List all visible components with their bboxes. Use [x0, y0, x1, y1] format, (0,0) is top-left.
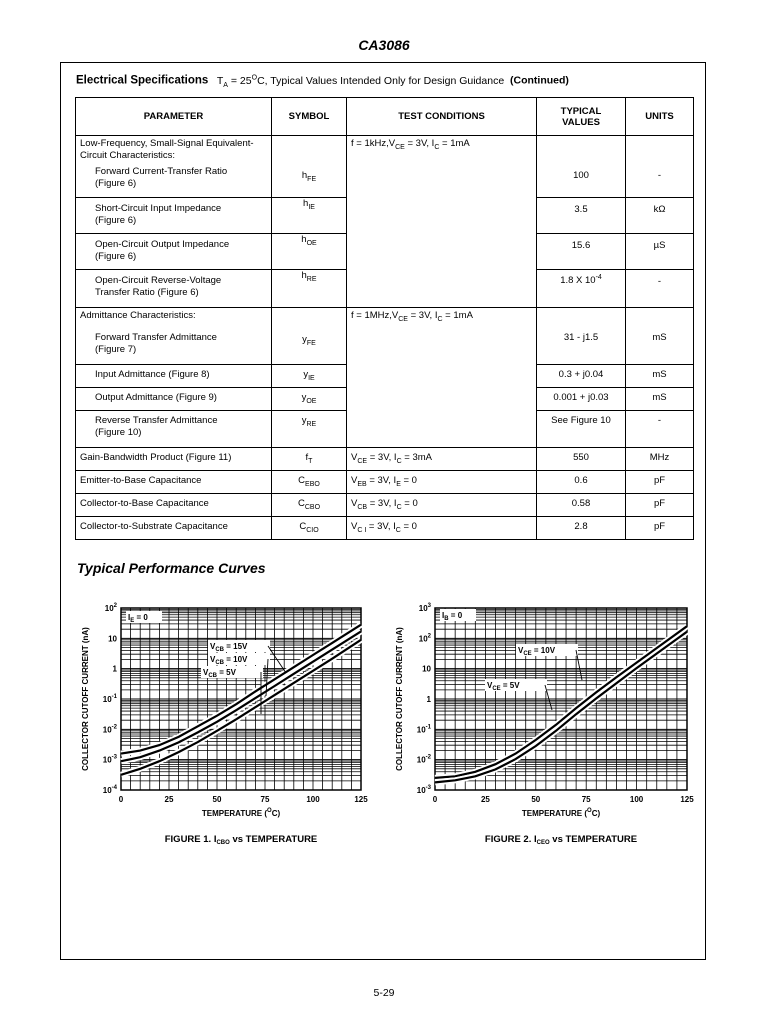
x-tick-label: 125	[680, 795, 694, 804]
value-cell: 100	[537, 136, 626, 198]
y-tick-label: $10^2$	[418, 633, 431, 644]
col-header-test-conditions: TEST CONDITIONS	[347, 98, 537, 136]
x-tick-label: 0	[118, 795, 124, 804]
value-cell: 550	[537, 448, 626, 471]
parameter-cell: Gain-Bandwidth Product (Figure 11)	[76, 448, 272, 471]
x-tick-label: 0	[432, 795, 438, 804]
unit-cell: pF	[626, 471, 694, 494]
chart-iceo-vs-temperature	[384, 596, 694, 856]
table-row	[76, 448, 694, 471]
table-row	[76, 308, 694, 365]
figure-caption: FIGURE 1. $I_{CBO}$ vs TEMPERATURE	[164, 834, 318, 846]
y-tick-label: 10	[108, 634, 117, 644]
test-conditions-cell: $V_{CB} = 3V$, $I_C = 0$	[347, 494, 537, 517]
x-tick-label: 25	[480, 795, 490, 804]
col-header-parameter: PARAMETER	[76, 98, 272, 136]
symbol-cell: $C_{CIO}$	[272, 517, 347, 540]
parameter-cell: Open-Circuit Output Impedance (Figure 6)	[76, 234, 272, 270]
value-cell: 0.001 + j0.03	[537, 388, 626, 411]
y-tick-label: $10^{-3}$	[102, 754, 117, 765]
test-conditions-cell: $f = 1MHz,V_{CE} = 3V$, $I_C = 1mA$	[347, 308, 537, 448]
spec-heading-title: Electrical Specifications	[76, 74, 209, 87]
parameter-cell: Collector-to-Substrate Capacitance	[76, 517, 272, 540]
table-header-row	[76, 98, 694, 136]
value-cell: 2.8	[537, 517, 626, 540]
table-row	[76, 136, 694, 198]
value-cell: 3.5	[537, 198, 626, 234]
y-axis-label: COLLECTOR CUTOFF CURRENT (nA)	[81, 627, 90, 771]
y-tick-label: $10^3$	[418, 603, 431, 613]
value-cell: 31 - j1.5	[537, 308, 626, 365]
y-tick-label: 1	[426, 695, 431, 704]
value-cell: 1.8 X $10^{-4}$	[537, 270, 626, 308]
unit-cell: mS	[626, 388, 694, 411]
col-header-typical-values: TYPICAL VALUES	[537, 98, 626, 136]
parameter-cell: Output Admittance (Figure 9)	[76, 388, 272, 411]
test-conditions-cell: $V_{C I} = 3V$, $I_C = 0$	[347, 517, 537, 540]
symbol-cell: $y_{FE}$	[272, 308, 347, 365]
symbol-cell: $C_{CBO}$	[272, 494, 347, 517]
symbol-cell: $y_{IE}$	[272, 365, 347, 388]
unit-cell: -	[626, 411, 694, 448]
col-header-units: UNITS	[626, 98, 694, 136]
value-cell: 0.6	[537, 471, 626, 494]
y-tick-label: $10^{-2}$	[102, 724, 117, 735]
table-row	[76, 517, 694, 540]
unit-cell: -	[626, 270, 694, 308]
y-tick-label: 1	[112, 664, 117, 674]
symbol-cell: $C_{EBO}$	[272, 471, 347, 494]
value-cell: See Figure 10	[537, 411, 626, 448]
unit-cell: pF	[626, 517, 694, 540]
series-label-10V: $V_{CE} = 10V$	[518, 646, 556, 657]
curves-section-title: Typical Performance Curves	[77, 560, 266, 576]
x-tick-label: 75	[581, 795, 591, 804]
parameter-cell: Collector-to-Base Capacitance	[76, 494, 272, 517]
unit-cell: -	[626, 136, 694, 198]
x-tick-label: 25	[164, 795, 174, 804]
parameter-cell: Short-Circuit Input Impedance (Figure 6)	[76, 198, 272, 234]
x-axis-label: TEMPERATURE ($^O$C)	[201, 808, 281, 818]
group-title: Admittance Characteristics: Forward Transfer Admittance (Figure 7)	[76, 308, 272, 365]
condition-label: $I_E = 0$	[128, 613, 148, 624]
spec-heading	[76, 74, 569, 89]
x-tick-label: 50	[212, 795, 222, 804]
condition-label: $I_B = 0$	[442, 611, 463, 622]
table-row	[76, 494, 694, 517]
x-tick-label: 75	[260, 795, 270, 804]
page-number: 5-29	[373, 987, 395, 999]
x-tick-label: 125	[354, 795, 368, 804]
y-tick-label: 10	[422, 664, 431, 674]
symbol-cell: $f_T$	[272, 448, 347, 471]
parameter-cell: Reverse Transfer Admittance (Figure 10)	[76, 411, 272, 448]
x-tick-label: 100	[306, 795, 320, 804]
unit-cell: kΩ	[626, 198, 694, 234]
test-conditions-cell: $V_{CE} = 3V$, $I_C = 3mA$	[347, 448, 537, 471]
col-header-symbol: SYMBOL	[272, 98, 347, 136]
series-label-15V: $V_{CB} = 15V$	[210, 642, 248, 653]
symbol-cell: $h_{OE}$	[272, 234, 347, 270]
chart-icbo-vs-temperature	[70, 596, 380, 856]
spec-table	[75, 97, 694, 540]
unit-cell: µS	[626, 234, 694, 270]
series-label-5V: $V_{CE} = 5V$	[487, 681, 520, 692]
y-tick-label: $10^{-1}$	[102, 694, 117, 704]
x-axis-label: TEMPERATURE ($^O$C)	[521, 808, 601, 818]
y-axis-label: COLLECTOR CUTOFF CURRENT (nA)	[395, 627, 404, 771]
x-tick-label: 50	[531, 795, 541, 804]
parameter-cell: Input Admittance (Figure 8)	[76, 365, 272, 388]
test-conditions-cell: $V_{EB} = 3V$, $I_E = 0$	[347, 471, 537, 494]
value-cell: 0.58	[537, 494, 626, 517]
group-title: Low-Frequency, Small-Signal Equivalent- Circuit Characteristics: Forward Current-Transfer Ratio (Figure 6)	[76, 136, 272, 198]
series-label-10V: $V_{CB} = 10V$	[210, 655, 248, 666]
y-tick-label: $10^{-2}$	[416, 754, 431, 765]
y-tick-label: $10^{-3}$	[416, 785, 431, 795]
x-tick-label: 100	[629, 795, 644, 804]
figure-caption: FIGURE 2. $I_{CEO}$ vs TEMPERATURE	[484, 834, 638, 846]
parameter-cell: Emitter-to-Base Capacitance	[76, 471, 272, 494]
test-conditions-cell: $f = 1kHz,V_{CE} = 3V$, $I_C = 1mA$	[347, 136, 537, 308]
spec-heading-continued: (Continued)	[510, 74, 569, 87]
series-label-5V: $V_{CB} = 5V$	[203, 668, 236, 679]
y-tick-label: $10^2$	[104, 603, 117, 613]
unit-cell: pF	[626, 494, 694, 517]
spec-heading-conditions: $T_A = 25^OC$, Typical Values Intended Only for Design Guidance	[216, 74, 505, 89]
unit-cell: mS	[626, 365, 694, 388]
symbol-cell: $h_{FE}$	[272, 136, 347, 198]
table-row	[76, 471, 694, 494]
symbol-cell: $y_{OE}$	[272, 388, 347, 411]
symbol-cell: $h_{IE}$	[272, 198, 347, 234]
y-tick-label: $10^{-1}$	[416, 724, 431, 735]
parameter-cell: Open-Circuit Reverse-Voltage Transfer Ratio (Figure 6)	[76, 270, 272, 308]
unit-cell: MHz	[626, 448, 694, 471]
symbol-cell: $h_{RE}$	[272, 270, 347, 308]
y-tick-label: $10^{-4}$	[102, 785, 117, 795]
document-title: CA3086	[358, 37, 410, 53]
value-cell: 0.3 + j0.04	[537, 365, 626, 388]
symbol-cell: $y_{RE}$	[272, 411, 347, 448]
unit-cell: mS	[626, 308, 694, 365]
value-cell: 15.6	[537, 234, 626, 270]
